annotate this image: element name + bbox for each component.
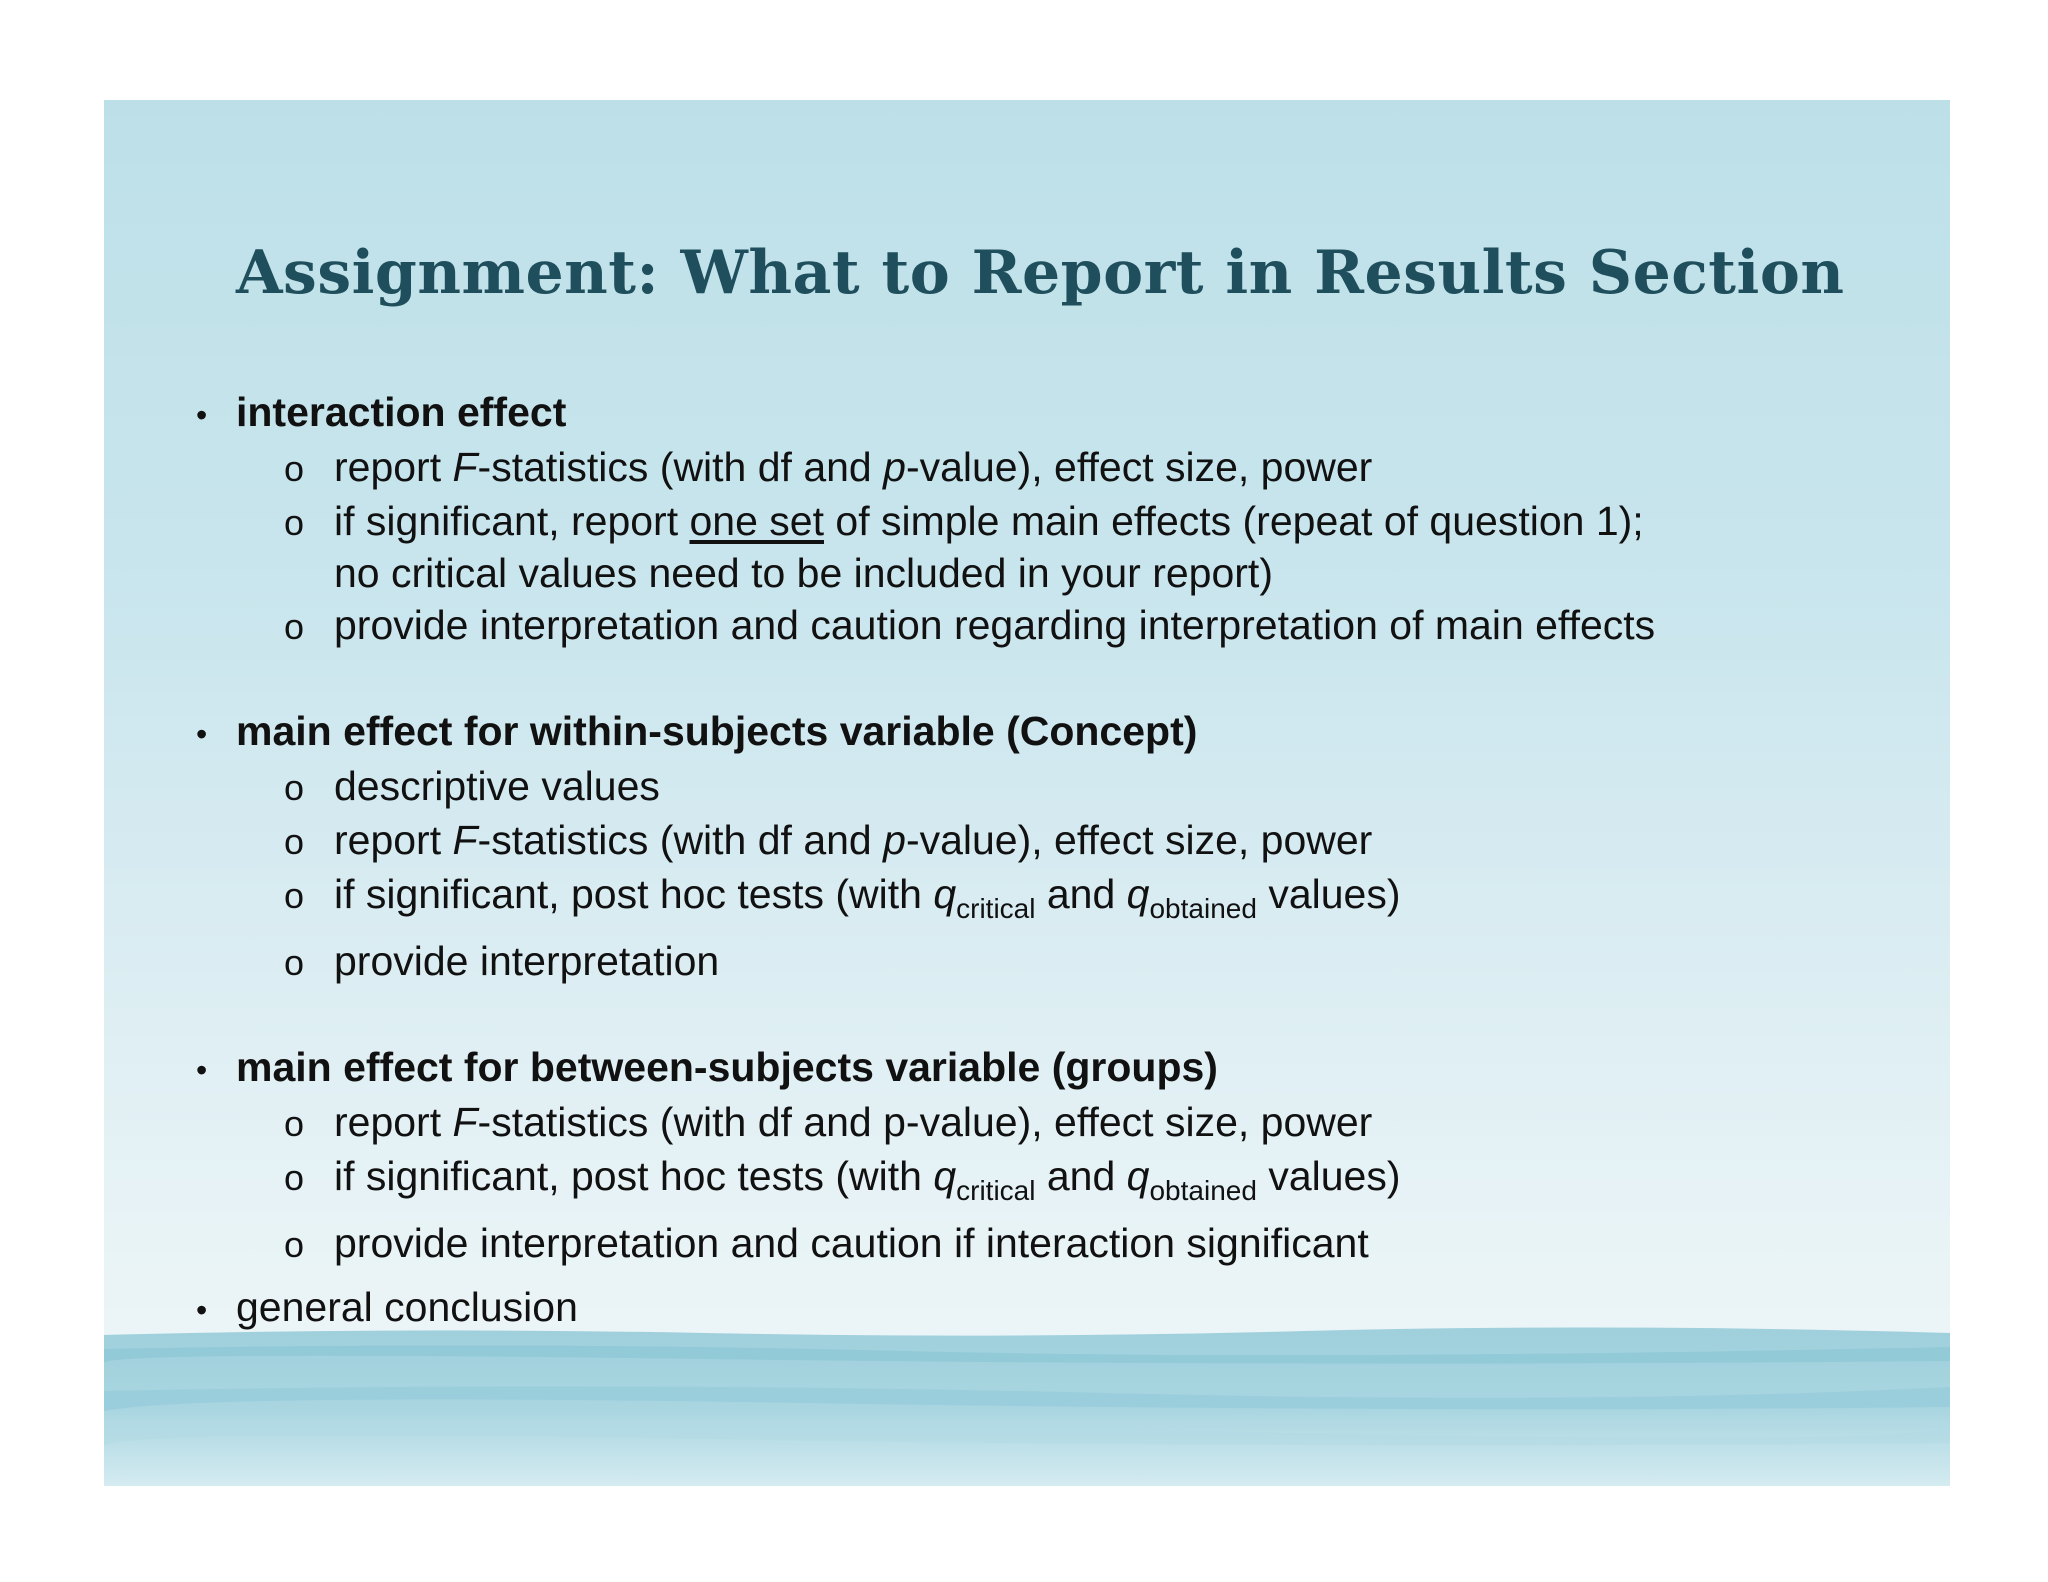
sub-item: o if significant, post hoc tests (with $q_{critical}$ and $q_{obtained}$ values) bbox=[284, 1153, 1401, 1206]
sub-bullet: o bbox=[284, 502, 305, 543]
sub-item: o report F-statistics (with df and p-value), effect size, power bbox=[196, 1096, 1916, 1150]
sub-bullet: o bbox=[284, 1224, 305, 1265]
sub-bullet: o bbox=[284, 875, 305, 916]
sub-item: o provide interpretation bbox=[196, 935, 1916, 989]
bullet-dot: • bbox=[196, 397, 208, 433]
sub-bullet: o bbox=[284, 1157, 305, 1198]
slide bbox=[104, 100, 1950, 1486]
slide-title: Assignment: What to Report in Results Section bbox=[236, 238, 1845, 308]
slide-content bbox=[196, 386, 1916, 1336]
bullet-heading: main effect for within-subjects variable (Concept) bbox=[236, 708, 1198, 754]
sub-item: o if significant, report one set of simple main effects (repeat of question 1); no critical values need to be included in your report) bbox=[284, 498, 1644, 596]
watercolor-waves bbox=[104, 1321, 1950, 1486]
sub-bullet: o bbox=[284, 606, 305, 647]
sub-bullet: o bbox=[284, 767, 305, 808]
sub-item: o provide interpretation and caution regarding interpretation of main effects bbox=[196, 599, 1916, 653]
sub-item: o if significant, post hoc tests (with $q_{critical}$ and $q_{obtained}$ values) bbox=[284, 871, 1401, 924]
bullet-heading: main effect for between-subjects variable (groups) bbox=[236, 1044, 1218, 1090]
bullet-heading: interaction effect bbox=[236, 389, 567, 435]
bullet-within-subjects bbox=[196, 705, 1916, 760]
bullet-between-subjects bbox=[196, 1041, 1916, 1096]
sub-item: o report F-statistics (with df and p-value), effect size, power bbox=[196, 441, 1916, 495]
bullet-dot: • bbox=[196, 1292, 208, 1328]
sub-bullet: o bbox=[284, 942, 305, 983]
bullet-dot: • bbox=[196, 1052, 208, 1088]
sub-bullet: o bbox=[284, 448, 305, 489]
bullet-heading: general conclusion bbox=[236, 1284, 578, 1330]
sub-item: o provide interpretation and caution if interaction significant bbox=[196, 1217, 1916, 1271]
sub-bullet: o bbox=[284, 1103, 305, 1144]
sub-item: o descriptive values bbox=[196, 760, 1916, 814]
sub-item: o report F-statistics (with df and p-value), effect size, power bbox=[196, 814, 1916, 868]
bullet-interaction-effect bbox=[196, 386, 1916, 441]
underlined-text: one set bbox=[689, 498, 824, 544]
sub-bullet: o bbox=[284, 821, 305, 862]
water-decoration bbox=[104, 1321, 1950, 1486]
bullet-dot: • bbox=[196, 716, 208, 752]
